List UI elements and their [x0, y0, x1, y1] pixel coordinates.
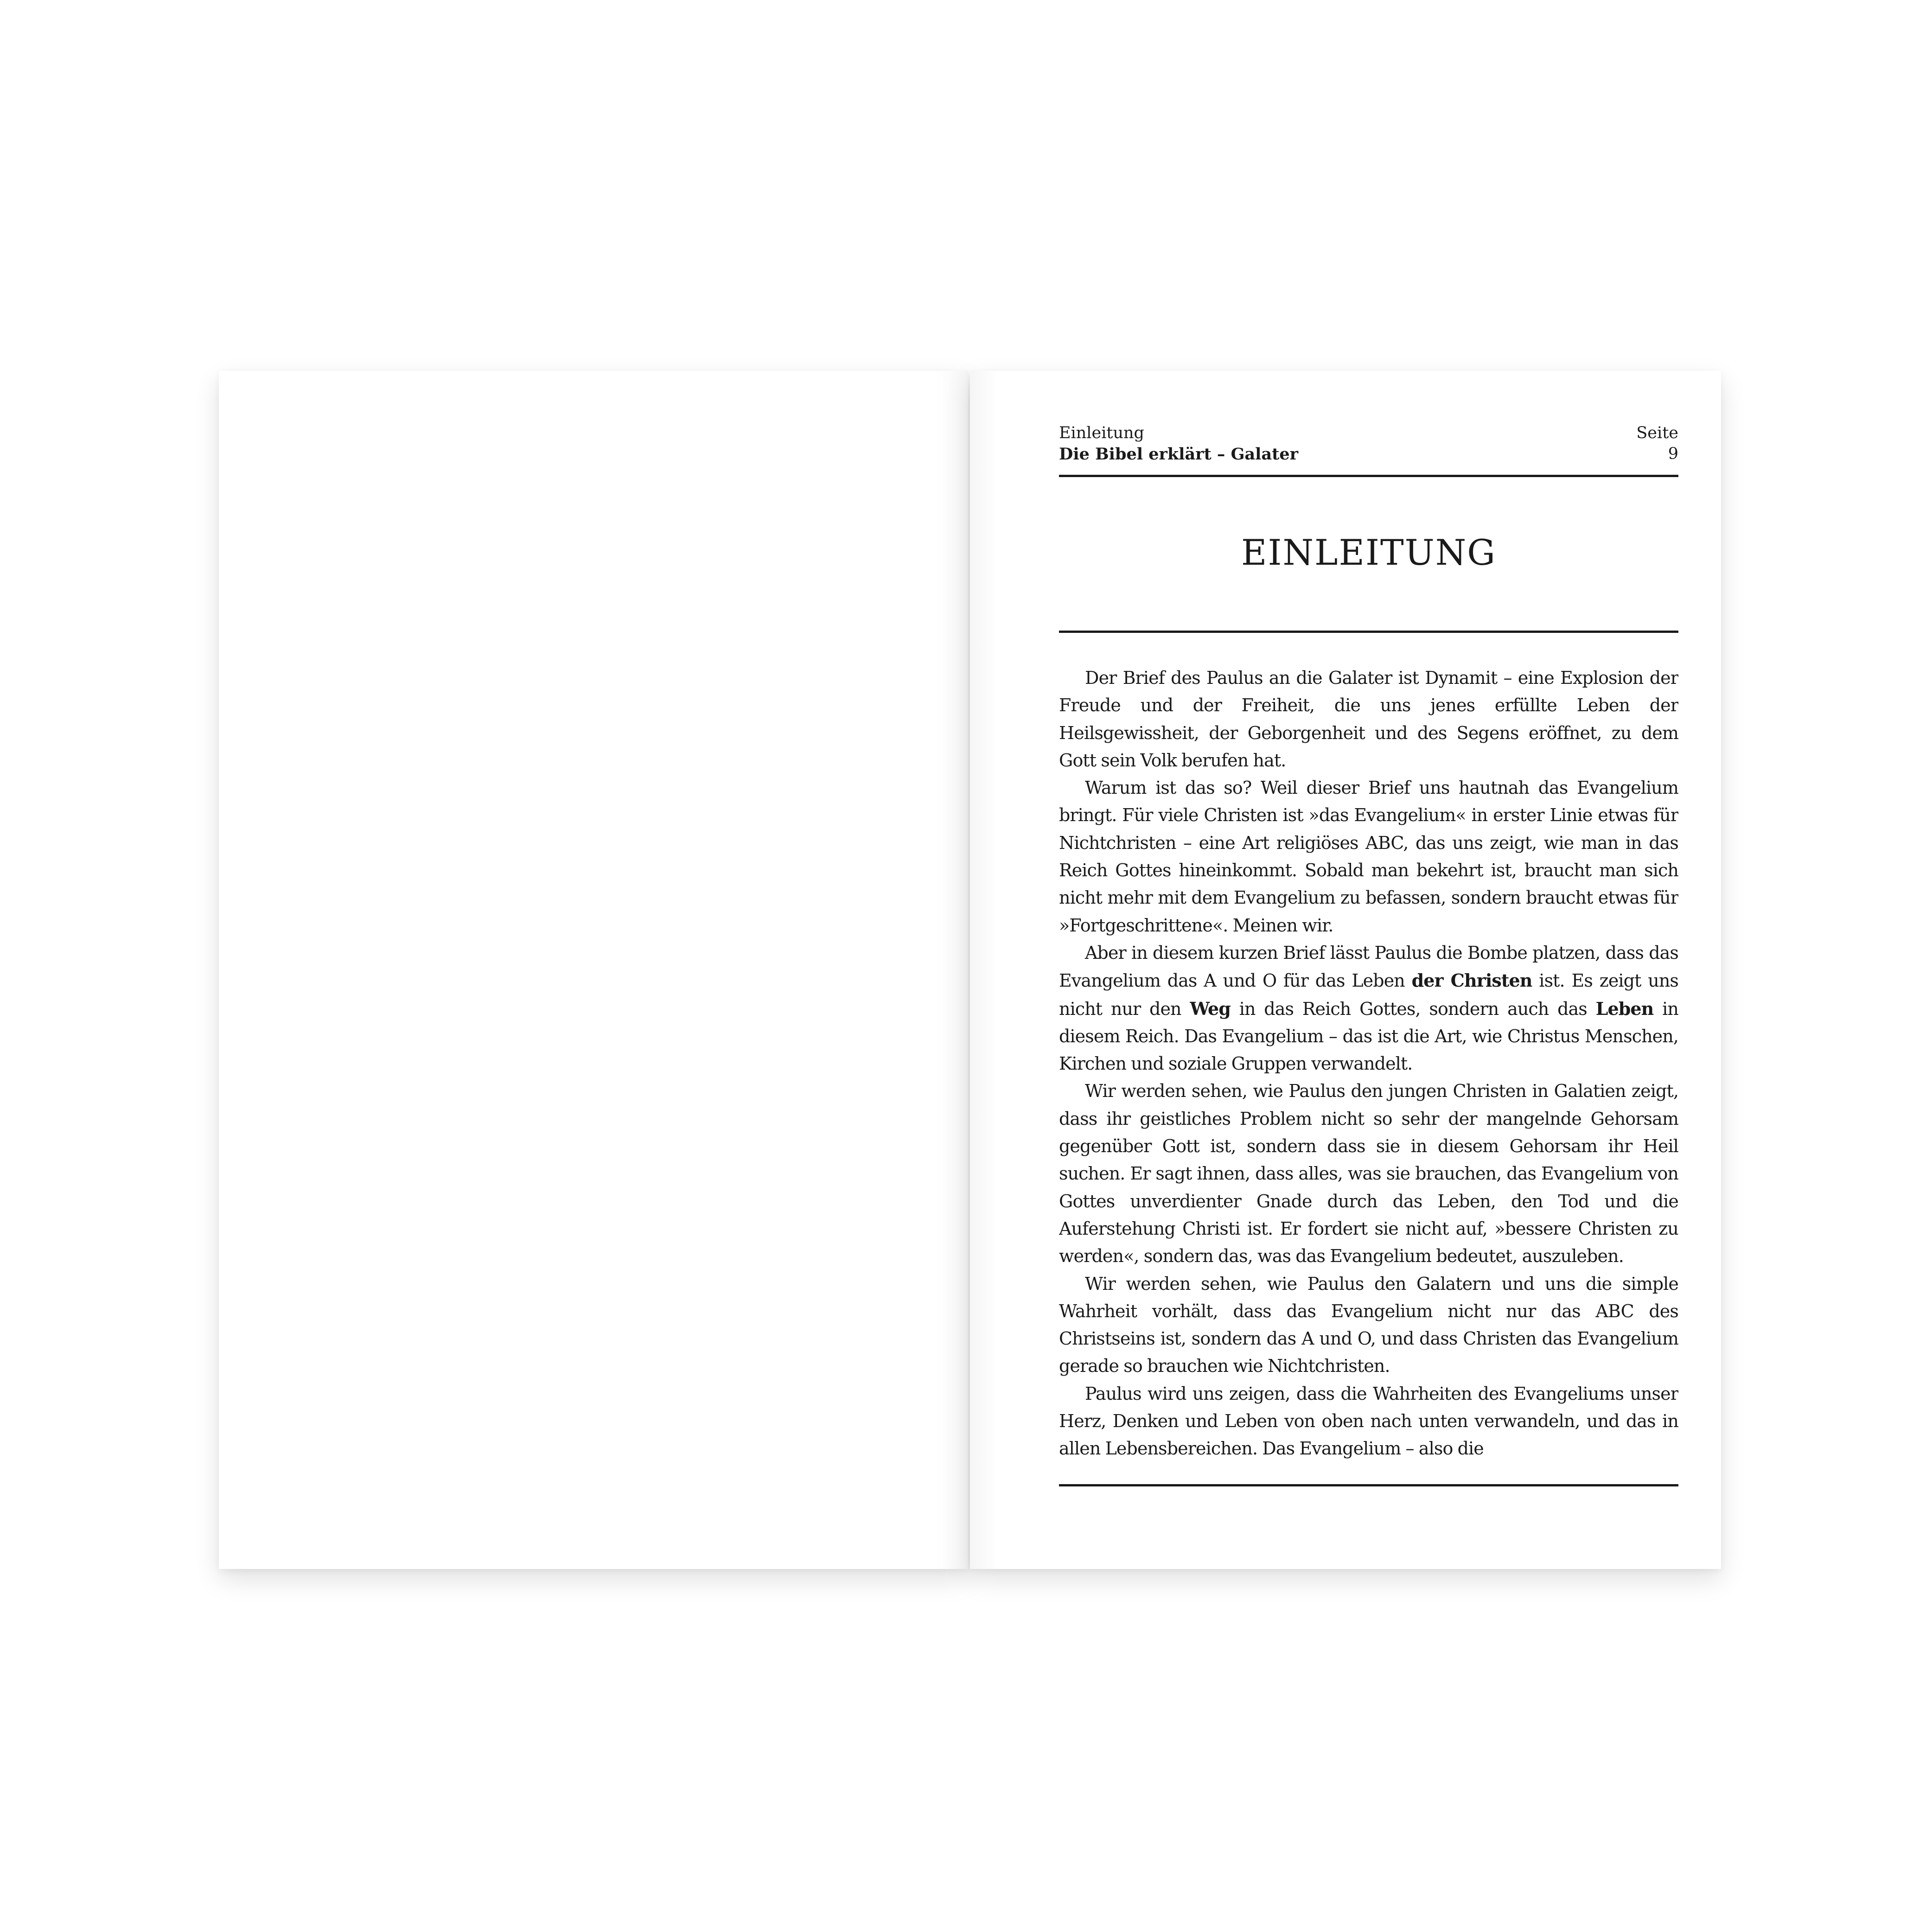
paragraph-2: Warum ist das so? Weil dieser Brief uns hautnah das Evangelium bringt. Für viele Christen ist »das Evangelium« in erster Linie etwas für Nichtchristen – eine Art religiöses ABC, das uns zeigt, wie man in das Reich Gottes hineinkommt. Sobald man bekehrt ist, braucht man sich nicht mehr mit dem Evangelium zu befassen, sondern braucht etwas für »Fortgeschrittene«. Meinen wir. [1059, 778, 1678, 936]
emphasis-weg: Weg [1190, 998, 1231, 1019]
running-header-left [1059, 423, 1298, 465]
chapter-title: EINLEITUNG [1241, 532, 1496, 573]
paragraph-3-text-4: in diesem Reich. Das Evangelium – das ist die Art, wie Christus Menschen, Kirchen und soziale Gruppen verwandelt. [1059, 998, 1678, 1074]
book-title: Die Bibel erklärt – Galater [1059, 445, 1299, 464]
footer-divider [1059, 1484, 1678, 1486]
paragraph-5: Wir werden sehen, wie Paulus den Galatern und uns die simple Wahrheit vorhält, dass das Evangelium nicht nur das ABC des Christseins ist, sondern das A und O, und dass Christen das Evangelium gerade so brauchen wie Nichtchristen. [1059, 1273, 1678, 1377]
title-divider [1059, 631, 1678, 633]
left-gutter-shadow [936, 371, 968, 1569]
paragraph-3-text-2: ist. Es zeigt uns nicht nur den [1059, 970, 1678, 1019]
page-label: Seite [1636, 424, 1678, 442]
paragraph-6: Paulus wird uns zeigen, dass die Wahrheiten des Evangeliums unser Herz, Denken und Leben von oben nach unten verwandeln, und das in allen Lebensbereichen. Das Evangelium – also die [1059, 1383, 1678, 1459]
running-header [1059, 423, 1678, 477]
paragraph-3 [1059, 939, 1678, 1078]
emphasis-der-christen: der Christen [1411, 970, 1532, 991]
body-text [1059, 664, 1678, 1474]
section-name: Einleitung [1059, 424, 1144, 442]
emphasis-leben: Leben [1595, 998, 1654, 1019]
paragraph-1: Der Brief des Paulus an die Galater ist Dynamit – eine Explosion der Freude und der Freiheit, die uns jenes erfüllte Leben der Heilsgewissheit, der Geborgenheit und des Segens eröffnet, zu dem Gott sein Volk berufen hat. [1059, 668, 1678, 771]
left-page-blank [219, 371, 968, 1569]
page-content [1059, 423, 1678, 1486]
paragraph-4: Wir werden sehen, wie Paulus den jungen Christen in Galatien zeigt, dass ihr geistliches Problem nicht so sehr der mangelnde Gehorsam gegenüber Gott ist, sondern dass sie in diesem Gehorsam ihr Heil suchen. Er sagt ihnen, dass alles, was sie brauchen, das Evangelium von Gottes unverdienter Gnade durch das Leben, den Tod und die Auferstehung Christi ist. Er fordert sie nicht auf, »bessere Christen zu werden«, sondern das, was das Evangelium bedeutet, auszuleben. [1059, 1081, 1678, 1267]
paragraph-3-text-1: Aber in diesem kurzen Brief lässt Paulus die Bombe platzen, dass das Evangelium das A und O für das Leben [1059, 942, 1678, 991]
right-gutter-shadow [970, 371, 998, 1569]
paragraph-3-text-3: in das Reich Gottes, sondern auch das [1231, 998, 1596, 1019]
page-number: 9 [1668, 445, 1678, 463]
right-page [970, 371, 1721, 1569]
running-header-right [1636, 423, 1678, 465]
